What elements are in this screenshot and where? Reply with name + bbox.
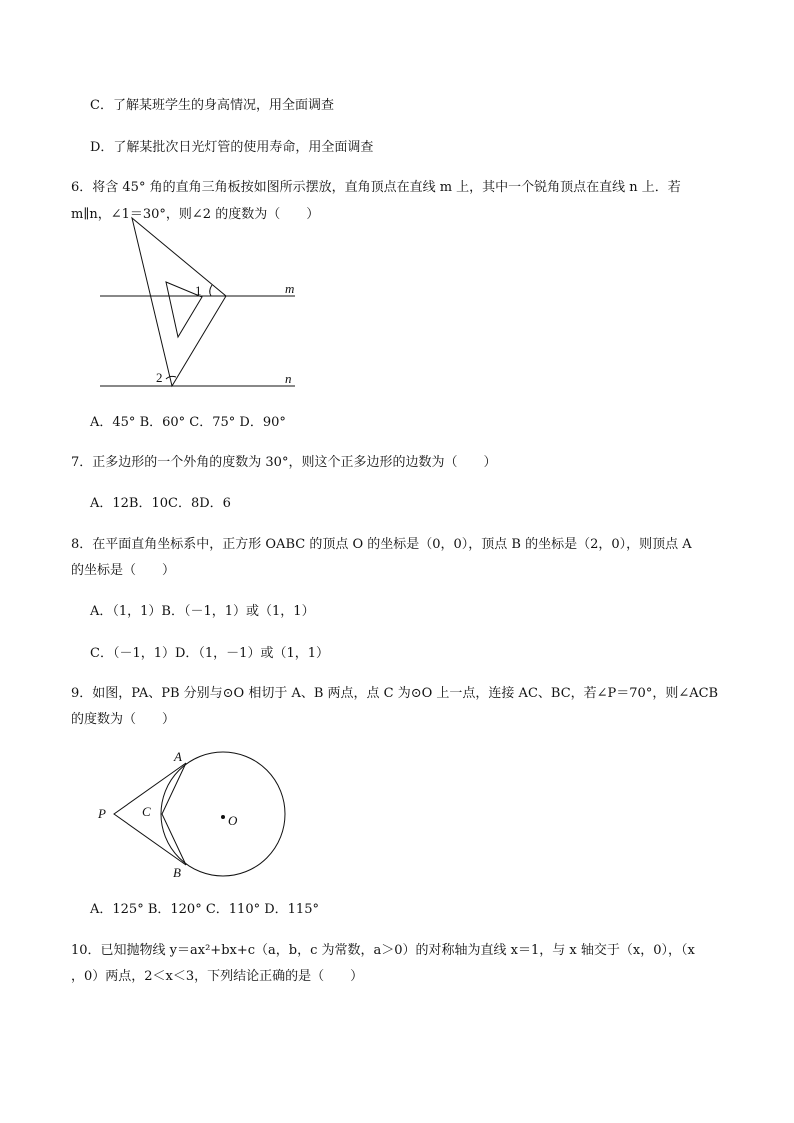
question-8-text-line2: 的坐标是（ ） [71,563,176,578]
question-7-options: A．12B．10C．8D．6 [90,496,231,511]
question-6-figure [90,215,310,395]
question-6-options: A．45° B．60° C．75° D．90° [90,415,286,430]
label-b: B [173,865,181,880]
label-p: P [98,806,106,821]
option-d-survey: D．了解某批次日光灯管的使用寿命，用全面调查 [90,140,374,155]
label-c: C [142,804,151,819]
angle-1-arc [210,285,212,296]
question-6-text-line2: m∥n，∠1＝30°，则∠2 的度数为（ ） [71,207,320,222]
label-1: 1 [195,283,202,298]
question-6-text-line1: 6．将含 45° 角的直角三角板按如图所示摆放，直角顶点在直线 m 上，其中一个锐角顶点在直线 n 上．若 [71,180,681,195]
question-9-options: A．125° B．120° C．110° D．115° [90,902,319,917]
angle-2-arc [166,376,176,379]
question-9-text-line2: 的度数为（ ） [71,712,176,727]
option-c-survey: C．了解某班学生的身高情况，用全面调查 [90,98,334,113]
question-10-text-line2: ，0）两点，2＜x＜3，下列结论正确的是（ ） [71,969,364,984]
question-8-options-2: C．（－1，1）D．（1，－1）或（1，1） [90,646,329,661]
question-9-figure [90,745,300,885]
center-dot-o [221,815,225,819]
label-o: O [228,813,238,828]
triangle-outer [132,218,226,386]
question-7-text: 7．正多边形的一个外角的度数为 30°，则这个正多边形的边数为（ ） [71,455,497,470]
question-9-text-line1: 9．如图，PA、PB 分别与⊙O 相切于 A、B 两点，点 C 为⊙O 上一点，连接 AC、BC，若∠P＝70°，则∠ACB [71,686,719,701]
question-8-text-line1: 8．在平面直角坐标系中，正方形 OABC 的顶点 O 的坐标是（0，0），顶点 B 的坐标是（2，0），则顶点 A [71,537,692,552]
label-m: m [285,281,295,296]
circle-o [161,752,285,876]
question-10-text-line1: 10．已知抛物线 y＝ax²+bx+c（a，b，c 为常数，a＞0）的对称轴为直线 x＝1，与 x 轴交于（x，0），（x [71,943,695,958]
question-8-options-1: A．（1，1）B．（－1，1）或（1，1） [90,604,315,619]
label-n: n [285,371,292,386]
label-a: A [174,749,182,764]
chords-ac-bc [162,763,186,865]
label-2: 2 [156,370,163,385]
